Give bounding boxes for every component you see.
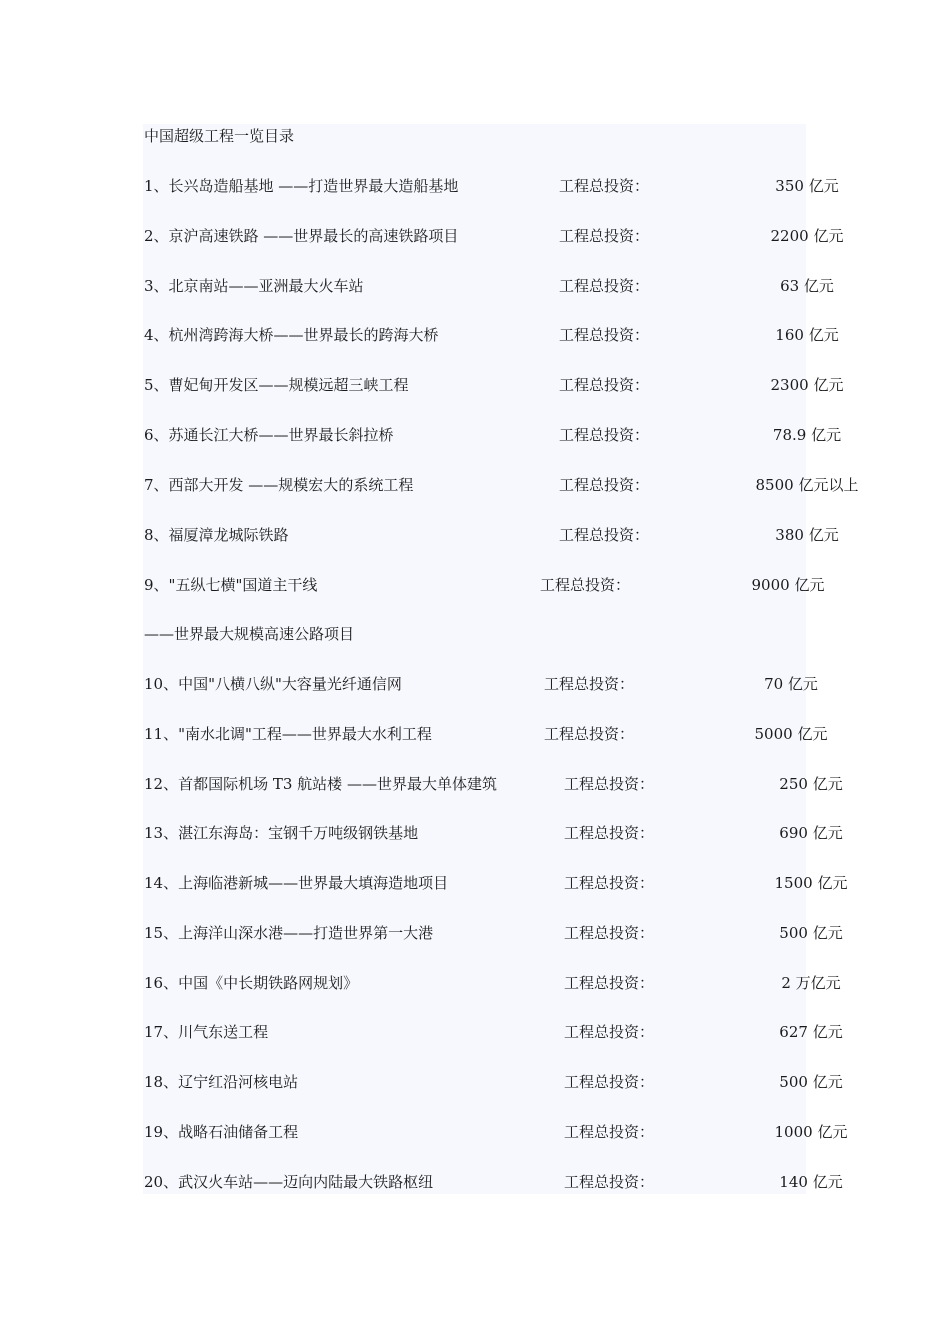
investment-label: 工程总投资：: [559, 326, 650, 344]
list-item: [144, 573, 825, 597]
project-name: 9、"五纵七横"国道主干线: [144, 576, 318, 594]
project-name: 5、曹妃甸开发区——规模远超三峡工程: [144, 376, 409, 394]
investment-amount: 160 亿元: [775, 326, 839, 344]
project-name: 20、武汉火车站——迈向内陆最大铁路枢纽: [144, 1173, 434, 1191]
investment-amount: 2 万亿元: [781, 974, 841, 992]
investment-label: 工程总投资：: [559, 227, 650, 245]
list-item: [144, 1020, 843, 1044]
investment-label: 工程总投资：: [559, 376, 650, 394]
project-name: 13、湛江东海岛：宝钢千万吨级钢铁基地: [144, 824, 419, 842]
investment-amount: 2300 亿元: [770, 376, 844, 394]
investment-amount: 2200 亿元: [770, 227, 844, 245]
investment-label: 工程总投资：: [564, 1123, 655, 1141]
list-item: [144, 274, 834, 298]
list-item: [144, 373, 844, 397]
investment-amount: 350 亿元: [775, 177, 839, 195]
list-item: [144, 174, 839, 198]
project-name: 11、"南水北调"工程——世界最大水利工程: [144, 725, 432, 743]
list-item: [144, 1170, 843, 1194]
list-item: [144, 323, 839, 347]
list-item: [144, 971, 841, 995]
investment-label: 工程总投资：: [540, 576, 631, 594]
project-name: 12、首都国际机场 T3 航站楼 ——世界最大单体建筑: [144, 775, 497, 793]
investment-amount: 78.9 亿元: [772, 426, 842, 444]
project-name: 7、西部大开发 ——规模宏大的系统工程: [144, 476, 414, 494]
investment-amount: 380 亿元: [775, 526, 839, 544]
investment-amount: 1000 亿元: [774, 1123, 848, 1141]
investment-label: 工程总投资：: [559, 476, 650, 494]
investment-label: 工程总投资：: [559, 277, 650, 295]
investment-amount: 627 亿元: [779, 1023, 843, 1041]
investment-amount: 9000 亿元: [751, 576, 825, 594]
continuation-text: ——世界最大规模高速公路项目: [144, 625, 355, 643]
investment-label: 工程总投资：: [564, 1173, 655, 1191]
investment-label: 工程总投资：: [564, 1023, 655, 1041]
list-item: [144, 821, 843, 845]
investment-label: 工程总投资：: [564, 974, 655, 992]
list-item: [144, 921, 843, 945]
list-item: [144, 722, 828, 746]
investment-amount: 500 亿元: [779, 924, 843, 942]
list-item: [144, 523, 839, 547]
investment-amount: 5000 亿元: [754, 725, 828, 743]
project-name: 6、苏通长江大桥——世界最长斜拉桥: [144, 426, 394, 444]
investment-amount: 500 亿元: [779, 1073, 843, 1091]
investment-label: 工程总投资：: [564, 775, 655, 793]
project-name: 8、福厦漳龙城际铁路: [144, 526, 289, 544]
project-name: 4、杭州湾跨海大桥——世界最长的跨海大桥: [144, 326, 439, 344]
project-name: 14、上海临港新城——世界最大填海造地项目: [144, 874, 449, 892]
project-name: 3、北京南站——亚洲最大火车站: [144, 277, 364, 295]
investment-amount: 8500 亿元以上: [755, 476, 859, 494]
list-item: [144, 1070, 843, 1094]
project-name: 1、长兴岛造船基地 ——打造世界最大造船基地: [144, 177, 459, 195]
investment-label: 工程总投资：: [559, 426, 650, 444]
project-name: 16、中国《中长期铁路网规划》: [144, 974, 359, 992]
investment-label: 工程总投资：: [564, 874, 655, 892]
project-name: 2、京沪高速铁路 ——世界最长的高速铁路项目: [144, 227, 459, 245]
investment-label: 工程总投资：: [559, 177, 650, 195]
investment-amount: 250 亿元: [779, 775, 843, 793]
investment-label: 工程总投资：: [559, 526, 650, 544]
investment-label: 工程总投资：: [544, 675, 635, 693]
investment-label: 工程总投资：: [564, 1073, 655, 1091]
investment-amount: 70 亿元: [764, 675, 818, 693]
project-name: 19、战略石油储备工程: [144, 1123, 299, 1141]
list-item: [144, 772, 843, 796]
project-name: 15、上海洋山深水港——打造世界第一大港: [144, 924, 434, 942]
investment-amount: 63 亿元: [780, 277, 834, 295]
title-text: 中国超级工程一览目录: [144, 127, 295, 145]
list-item: [144, 473, 859, 497]
list-item: [144, 1120, 848, 1144]
list-item: [144, 423, 842, 447]
investment-label: 工程总投资：: [544, 725, 635, 743]
project-name: 10、中国"八横八纵"大容量光纤通信网: [144, 675, 402, 693]
investment-amount: 690 亿元: [779, 824, 843, 842]
investment-label: 工程总投资：: [564, 924, 655, 942]
investment-amount: 140 亿元: [779, 1173, 843, 1191]
list-item: [144, 224, 844, 248]
project-name: 17、川气东送工程: [144, 1023, 269, 1041]
investment-amount: 1500 亿元: [774, 874, 848, 892]
investment-label: 工程总投资：: [564, 824, 655, 842]
list-item: [144, 672, 818, 696]
project-name: 18、辽宁红沿河核电站: [144, 1073, 299, 1091]
list-item: [144, 871, 848, 895]
